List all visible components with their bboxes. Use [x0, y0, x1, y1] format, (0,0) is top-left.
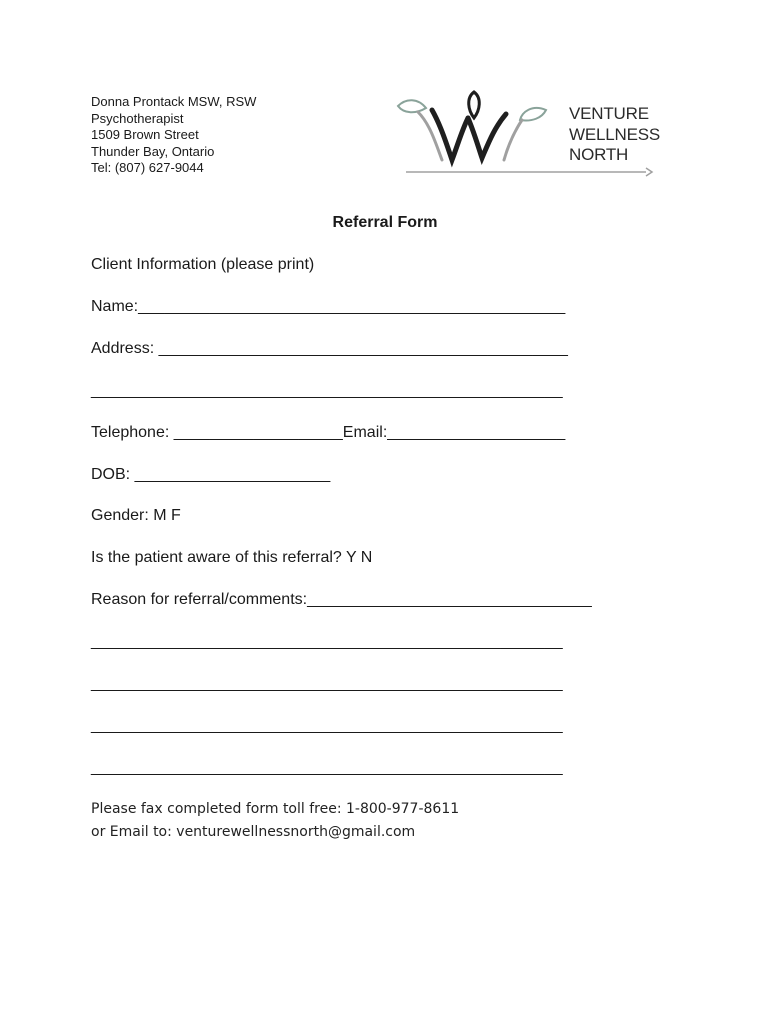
- city-address: Thunder Bay, Ontario: [91, 143, 215, 159]
- reason-field[interactable]: Reason for referral/comments:________________________________: [91, 591, 592, 608]
- comment-line[interactable]: _____________________________________________________: [91, 675, 563, 692]
- logo-wordmark: [569, 104, 660, 166]
- phone-number: Tel: (807) 627-9044: [91, 160, 204, 175]
- name-field[interactable]: Name:________________________________________________: [91, 298, 566, 315]
- practitioner-name: Donna Prontack MSW, RSW: [91, 94, 257, 109]
- patient-aware-field[interactable]: Is the patient aware of this referral? Y N: [91, 549, 373, 566]
- form-title: Referral Form: [332, 214, 438, 231]
- fax-instruction: Please fax completed form toll free: 1-800-977-8611: [91, 801, 460, 817]
- telephone-email-field[interactable]: Telephone: ___________________Email:____________________: [91, 424, 566, 441]
- comment-line[interactable]: _____________________________________________________: [91, 633, 563, 650]
- gender-field[interactable]: Gender: M F: [91, 507, 181, 524]
- left-leaf-icon: [398, 100, 426, 112]
- contact-block: [91, 94, 256, 177]
- submission-instructions: [91, 798, 459, 844]
- comment-line[interactable]: _____________________________________________________: [91, 759, 563, 776]
- right-leaf-icon: [520, 108, 546, 121]
- address-field-line-2[interactable]: _____________________________________________________: [91, 382, 563, 399]
- comment-line[interactable]: _____________________________________________________: [91, 717, 563, 734]
- street-address: 1509 Brown Street: [91, 127, 199, 142]
- dob-field[interactable]: DOB: ______________________: [91, 466, 331, 483]
- section-heading: Client Information (please print): [91, 256, 315, 273]
- logo-line-2: WELLNESS: [569, 124, 660, 144]
- logo-line-1: VENTURE: [569, 104, 649, 123]
- logo-line-3: NORTH: [569, 145, 629, 164]
- address-field[interactable]: Address: ______________________________________________: [91, 340, 568, 357]
- practitioner-title: Psychotherapist: [91, 110, 184, 126]
- email-instruction: or Email to: venturewellnessnorth@gmail.com: [91, 824, 416, 840]
